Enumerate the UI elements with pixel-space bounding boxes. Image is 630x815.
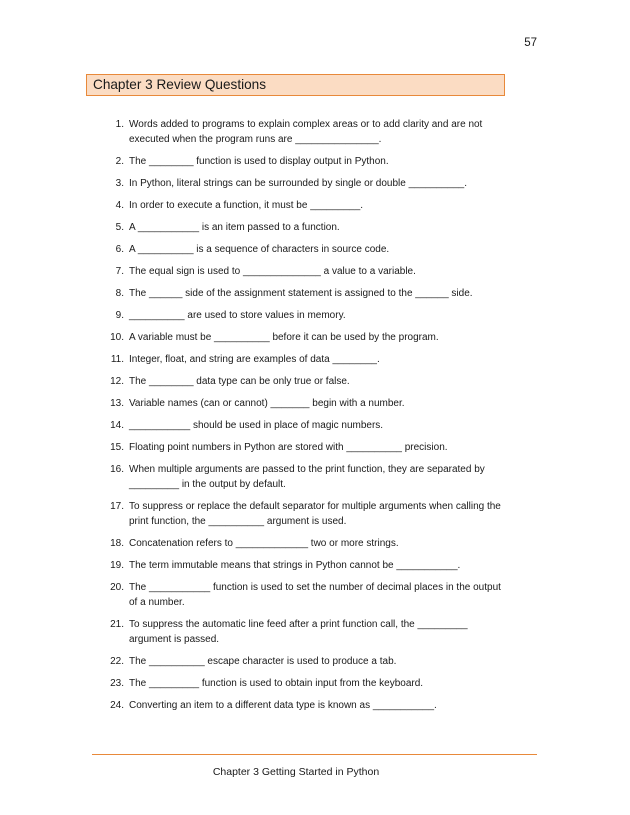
question-number: 22.	[110, 656, 124, 667]
question-text: The ________ function is used to display output in Python.	[129, 156, 389, 167]
question-item	[105, 617, 505, 647]
question-number: 13.	[110, 398, 124, 409]
question-number: 1.	[115, 119, 124, 130]
question-item	[105, 198, 505, 213]
question-item	[105, 308, 505, 323]
question-item	[105, 558, 505, 573]
question-number: 6.	[115, 244, 124, 255]
question-text: The __________ escape character is used to produce a tab.	[129, 656, 397, 667]
question-text: In Python, literal strings can be surrounded by single or double __________.	[129, 178, 468, 189]
footer	[0, 766, 630, 778]
question-text: The ______ side of the assignment statement is assigned to the ______ side.	[129, 288, 473, 299]
question-number: 17.	[110, 501, 124, 512]
question-item	[105, 117, 505, 147]
question-item	[105, 286, 505, 301]
question-item	[105, 176, 505, 191]
question-item	[105, 462, 505, 492]
question-number: 15.	[110, 442, 124, 453]
question-item	[105, 330, 505, 345]
footer-text: Chapter 3 Getting Started in Python	[212, 766, 380, 778]
question-item	[105, 698, 505, 713]
question-item	[105, 374, 505, 389]
question-number: 14.	[110, 420, 124, 431]
question-text: Floating point numbers in Python are stored with __________ precision.	[129, 442, 448, 453]
question-number: 24.	[110, 700, 124, 711]
question-item	[105, 536, 505, 551]
question-text: The equal sign is used to ______________ a value to a variable.	[129, 266, 416, 277]
question-text: The term immutable means that strings in Python cannot be ___________.	[129, 560, 461, 571]
question-text: The ___________ function is used to set the number of decimal places in the output of a number.	[129, 582, 501, 608]
question-item	[105, 499, 505, 529]
question-item	[105, 154, 505, 169]
question-number: 11.	[110, 354, 124, 365]
question-text: Integer, float, and string are examples of data ________.	[129, 354, 380, 365]
question-item	[105, 220, 505, 235]
question-text: A ___________ is an item passed to a function.	[129, 222, 340, 233]
question-item	[105, 676, 505, 691]
chapter-header	[86, 74, 505, 96]
question-number: 10.	[110, 332, 124, 343]
question-text: When multiple arguments are passed to the print function, they are separated by _________ in the output by default.	[129, 464, 485, 490]
question-text: The _________ function is used to obtain input from the keyboard.	[129, 678, 424, 689]
question-item	[105, 242, 505, 257]
question-number: 7.	[115, 266, 124, 277]
question-item	[105, 264, 505, 279]
question-item	[105, 418, 505, 433]
question-item	[105, 654, 505, 669]
question-number: 18.	[110, 538, 124, 549]
question-number: 4.	[115, 200, 124, 211]
question-item	[105, 440, 505, 455]
question-text: To suppress or replace the default separator for multiple arguments when calling the print function, the __________ argument is used.	[129, 501, 501, 527]
question-item	[105, 580, 505, 610]
question-text: The ________ data type can be only true or false.	[129, 376, 350, 387]
question-text: To suppress the automatic line feed after a print function call, the _________ argument is passed.	[129, 619, 468, 645]
question-text: Converting an item to a different data type is known as ___________.	[129, 700, 437, 711]
question-item	[105, 352, 505, 367]
question-number: 21.	[110, 619, 124, 630]
question-number: 2.	[115, 156, 124, 167]
question-text: A variable must be __________ before it can be used by the program.	[129, 332, 439, 343]
question-text: ___________ should be used in place of magic numbers.	[129, 420, 384, 431]
question-text: Concatenation refers to _____________ two or more strings.	[129, 538, 399, 549]
question-number: 3.	[115, 178, 124, 189]
question-number: 23.	[110, 678, 124, 689]
question-text: __________ are used to store values in memory.	[129, 310, 346, 321]
question-number: 20.	[110, 582, 124, 593]
chapter-title: Chapter 3 Review Questions	[93, 77, 267, 92]
question-number: 19.	[110, 560, 124, 571]
question-text: A __________ is a sequence of characters in source code.	[129, 244, 390, 255]
footer-divider	[92, 754, 537, 755]
question-list	[105, 117, 505, 720]
question-text: Variable names (can or cannot) _______ begin with a number.	[129, 398, 405, 409]
question-number: 5.	[115, 222, 124, 233]
question-text: Words added to programs to explain complex areas or to add clarity and are not executed when the program runs are _______________.	[129, 119, 483, 145]
question-number: 16.	[110, 464, 124, 475]
question-item	[105, 396, 505, 411]
question-number: 12.	[110, 376, 124, 387]
question-number: 8.	[115, 288, 124, 299]
page-number: 57	[524, 37, 537, 49]
question-number: 9.	[115, 310, 124, 321]
question-text: In order to execute a function, it must be _________.	[129, 200, 364, 211]
